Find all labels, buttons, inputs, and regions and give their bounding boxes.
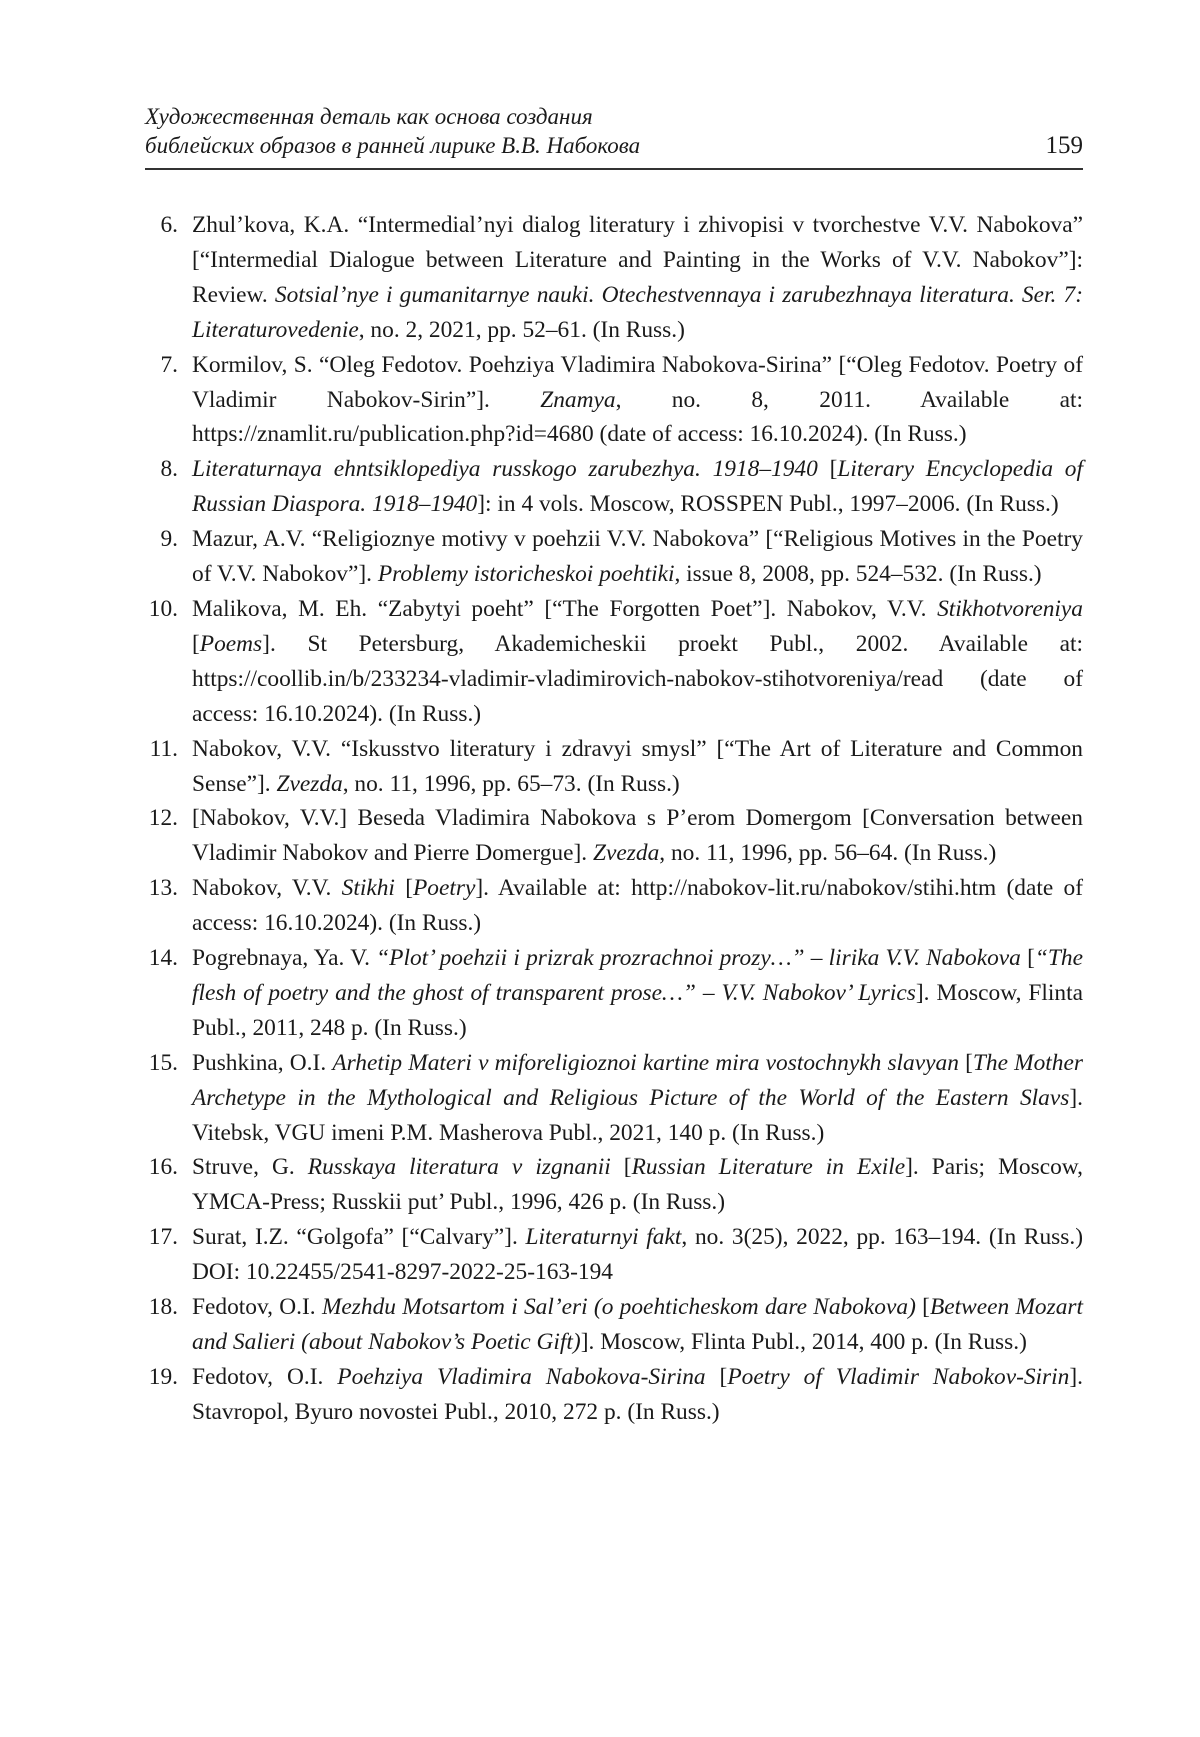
reference-text [192,1224,1083,1285]
reference-title-italic: Poehziya Vladimira Nabokova-Sirina [337,1363,706,1390]
reference-text-part: ]: in 4 vols. Moscow, ROSSPEN Publ., 1997–2006. (In Russ.) [477,491,1059,518]
reference-text-part: Struve, G. [192,1154,308,1181]
reference-number: 16. [148,1154,178,1181]
reference-title-italic: “Plot’ poehzii i prizrak prozrachnoi prozy…” – lirika V.V. Nabokova [376,945,1021,972]
reference-item [145,1290,1083,1360]
reference-text [192,1364,1083,1425]
reference-number: 8. [160,456,178,483]
reference-title-italic: Poems [199,630,263,657]
reference-item [145,732,1083,802]
reference-text-part: , no. 2, 2021, pp. 52–61. (In Russ.) [358,316,685,343]
reference-title-italic: Literaturnyi fakt [525,1224,682,1251]
reference-text-part: , no. 3(25), 2022, pp. 163–194. (In Russ.) DOI: 10.22455/2541-8297-2022-25-163-194 [192,1224,1083,1286]
reference-title-italic: Arhetip Materi v miforeligioznoi kartine mira vostochnykh slavyan [332,1049,959,1076]
reference-text-part: [ [192,630,200,657]
reference-item [145,452,1083,522]
running-title-line-1: Художественная деталь как основа создания [145,104,593,129]
reference-text-part: Kormilov, S. “Oleg Fedotov. Poehziya Vladimira Nabokova-Sirina” [“Oleg Fedotov. Poetry of Vladimir Nabokov-Sirin”]. [192,351,1083,413]
reference-text-part: [ [915,1294,930,1321]
reference-text-part: Surat, I.Z. “Golgofa” [“Calvary”]. [192,1224,526,1251]
reference-title-italic: Problemy istoricheskoi poehtiki [377,561,675,588]
reference-list [145,208,1083,1430]
reference-text-part: Zhul’kova, K.A. “Intermedial’nyi dialog literatury i zhivopisi v tvorchestve V.V. Nabokova” [“Intermedial Dialogue between Literature and Painting in the Works of V.V. Nabokov”]: Review. [192,212,1083,308]
reference-title-italic: Between Mozart and Salieri (about Nabokov’s Poetic Gift) [192,1294,1084,1355]
reference-text-part: ]. Paris; Moscow, YMCA-Press; Russkii put’ Publ., 1996, 426 p. (In Russ.) [192,1154,1083,1216]
reference-text-part: ]. Moscow, Flinta Publ., 2011, 248 p. (In Russ.) [192,979,1083,1041]
reference-number: 19. [148,1363,178,1390]
reference-number: 15. [148,1049,178,1076]
reference-item [145,1046,1083,1151]
reference-title-italic: Zvezda [276,770,343,797]
reference-title-italic: Poetry of Vladimir Nabokov-Sirin [727,1363,1070,1390]
reference-text-part: [ [394,875,413,902]
reference-text [192,456,1083,517]
reference-text-part: Fedotov, O.I. [192,1294,322,1321]
reference-title-italic: Russian Literature in Exile [631,1154,906,1181]
reference-item [145,941,1083,1046]
reference-number: 12. [148,805,178,832]
reference-title-italic: Literary Encyclopedia of Russian Diaspora. 1918–1940 [192,456,1083,518]
reference-number: 6. [160,212,178,238]
reference-number: 7. [160,351,178,378]
reference-text-part: [Nabokov, V.V.] Beseda Vladimira Nabokova s P’erom Domergom [Conversation between Vladimir Nabokov and Pierre Domergue]. [192,805,1083,867]
running-title [145,102,640,160]
running-header [145,100,1083,170]
reference-text-part: , no. 8, 2011. Available at: https://znamlit.ru/publication.php?id=4680 (date of access: 16.10.2024). (In Russ.) [192,386,1083,448]
reference-text-part: Nabokov, V.V. [192,875,342,902]
reference-item [145,1220,1083,1290]
reference-item [145,871,1083,941]
reference-text-part: Nabokov, V.V. “Iskusstvo literatury i zdravyi smysl” [“The Art of Literature and Common Sense”]. [192,735,1083,797]
reference-number: 18. [148,1294,178,1321]
reference-text [192,805,1083,866]
reference-number: 10. [148,595,178,622]
reference-text [192,212,1083,343]
reference-number: 17. [148,1224,178,1251]
reference-item [145,592,1083,732]
reference-item [145,348,1083,453]
reference-text-part: ]. Available at: http://nabokov-lit.ru/nabokov/stihi.htm (date of access: 16.10.2024). (In Russ.) [192,875,1083,937]
reference-text [192,1050,1083,1146]
reference-text [192,1294,1083,1355]
reference-title-italic: Stikhi [341,875,395,902]
reference-text-part: Pushkina, O.I. [192,1049,333,1076]
reference-text-part: ]. Stavropol, Byuro novostei Publ., 2010, 272 p. (In Russ.) [192,1363,1083,1425]
reference-text [192,596,1083,727]
reference-text [192,736,1083,797]
reference-title-italic: Sotsial’nye i gumanitarnye nauki. Otechestvennaya i zarubezhnaya literatura. Ser. 7: Literaturovedenie [192,281,1083,343]
reference-text-part: , no. 11, 1996, pp. 65–73. (In Russ.) [342,770,680,797]
reference-item [145,522,1083,592]
reference-text-part: ]. St Petersburg, Akademicheskii proekt Publ., 2002. Available at: https://coollib.in/b/233234-vladimir-vladimirovich-nabokov-stihotvoreniya/read (date of access: 16.10.2024). (In Russ.) [192,630,1083,727]
reference-number: 14. [148,945,178,972]
reference-text [192,945,1083,1041]
reference-title-italic: Znamya [540,386,616,413]
reference-item [145,208,1083,348]
reference-text-part: ]. Moscow, Flinta Publ., 2014, 400 p. (In Russ.) [580,1329,1027,1355]
reference-item [145,1150,1083,1220]
reference-number: 13. [148,875,178,902]
reference-text-part: [ [958,1049,973,1076]
reference-title-italic: “The flesh of poetry and the ghost of transparent prose…” – V.V. Nabokov’ Lyrics [192,945,1083,1006]
running-title-line-2: библейских образов в ранней лирике В.В. Набокова [145,133,641,158]
reference-text-part: Fedotov, O.I. [192,1363,338,1390]
reference-title-italic: Mezhdu Motsartom i Sal’eri (o poehticheskom dare Nabokova) [321,1294,916,1321]
reference-item [145,801,1083,871]
reference-text-part: ]. Vitebsk, VGU imeni P.M. Masherova Publ., 2021, 140 p. (In Russ.) [192,1084,1083,1146]
reference-title-italic: Russkaya literatura v izgnanii [307,1154,611,1181]
reference-title-italic: The Mother Archetype in the Mythological and Religious Picture of the World of the Eastern Slavs [192,1049,1083,1111]
reference-text-part: , issue 8, 2008, pp. 524–532. (In Russ.) [674,561,1042,588]
reference-text-part: , no. 11, 1996, pp. 56–64. (In Russ.) [659,840,997,867]
reference-text-part: [ [705,1363,728,1390]
reference-title-italic: Poetry [413,875,476,902]
page-number: 159 [1045,132,1083,159]
reference-text-part: Mazur, A.V. “Religioznye motivy v poehzii V.V. Nabokova” [“Religious Motives in the Poetry of V.V. Nabokov”]. [192,526,1083,588]
reference-text-part: Malikova, M. Eh. “Zabytyi poeht” [“The Forgotten Poet”]. Nabokov, V.V. [192,595,938,622]
reference-text [192,352,1083,448]
reference-number: 9. [160,526,178,553]
reference-number: 11. [149,735,178,762]
reference-text-part: [ [1020,945,1035,972]
reference-text [192,526,1083,587]
reference-title-italic: Literaturnaya ehntsiklopediya russkogo zarubezhya. 1918–1940 [192,456,818,483]
reference-text-part: Pogrebnaya, Ya. V. [192,945,377,972]
reference-title-italic: Zvezda [593,840,660,867]
reference-text [192,875,1083,936]
reference-text-part: [ [610,1154,632,1181]
reference-text [192,1154,1083,1215]
reference-item [145,1360,1083,1430]
reference-text-part: [ [817,456,838,483]
reference-title-italic: Stikhotvoreniya [937,595,1083,622]
